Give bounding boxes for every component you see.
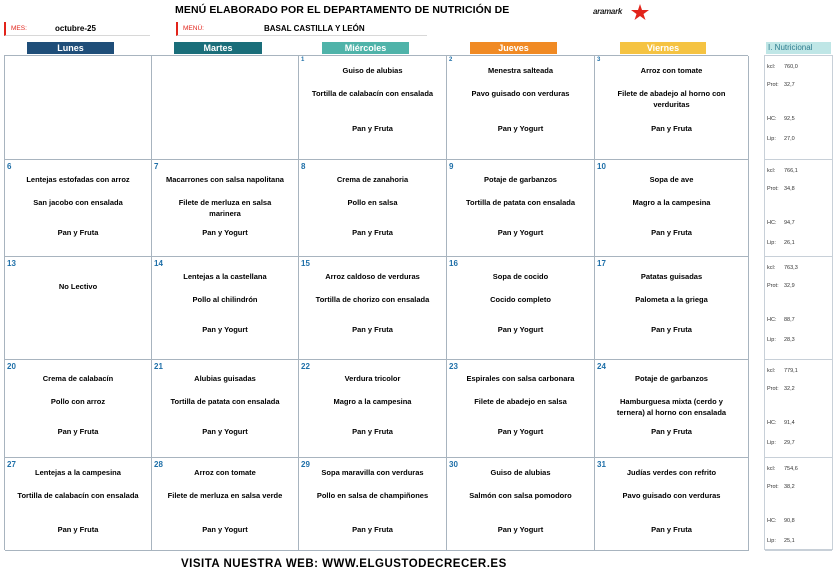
nutrition-row [767, 116, 795, 122]
dish-text: Filete de abadejo al horno con verduritas [617, 89, 726, 109]
nutrition-panel [764, 55, 833, 550]
day-number: 22 [301, 362, 310, 371]
day-number: 27 [7, 460, 16, 469]
nutrition-row [767, 240, 795, 246]
dish-text: Filete de merluza en salsa verde [167, 491, 283, 500]
dish-text: Pan y Fruta [651, 525, 692, 534]
day-number: 30 [449, 460, 458, 469]
day-number: 16 [449, 259, 458, 268]
day-header-4: Jueves [470, 42, 557, 54]
day-number: 6 [7, 162, 12, 171]
nutrition-value: 88,7 [784, 317, 795, 323]
day-number: 21 [154, 362, 163, 371]
dish-text: Pan y Fruta [651, 427, 692, 436]
nutrition-label: HC: [767, 518, 777, 524]
nutrition-value: 754,6 [784, 466, 798, 472]
dish-text: Arroz caldoso de verduras [325, 272, 420, 281]
nutrition-row [767, 538, 795, 544]
aramark-logo [593, 4, 653, 20]
nutrition-row [767, 484, 795, 490]
nutrition-label: Lip: [767, 440, 776, 446]
nutrition-value: 779,1 [784, 368, 798, 374]
nutrition-value: 32,9 [784, 283, 795, 289]
day-cell [152, 360, 299, 458]
dish-text: Pan y Fruta [352, 525, 393, 534]
day-cell [5, 458, 152, 551]
dish-text: Filete de abadejo en salsa [474, 397, 567, 406]
nutrition-week [765, 160, 832, 257]
day-cell [299, 360, 447, 458]
nutrition-row [767, 466, 798, 472]
dish-text: Crema de calabacín [42, 374, 114, 383]
day-cell [299, 458, 447, 551]
nutrition-value: 760,0 [784, 64, 798, 70]
dish-text: Pan y Yogurt [497, 427, 544, 436]
nutrition-value: 28,3 [784, 337, 795, 343]
nutrition-value: 32,2 [784, 386, 795, 392]
page-title: MENÚ ELABORADO POR EL DEPARTAMENTO DE NUTRICIÓN DE [175, 4, 510, 16]
dish-text: Pavo guisado con verduras [622, 491, 721, 500]
day-number: 10 [597, 162, 606, 171]
nutrition-label: HC: [767, 317, 777, 323]
day-cell [447, 56, 595, 160]
day-header-5: Viernes [620, 42, 706, 54]
dish-text: Pollo en salsa [347, 198, 398, 207]
dish-text: Lentejas a la castellana [183, 272, 267, 281]
dish-text: Tortilla de calabacín con ensalada [311, 89, 434, 98]
dish-text: Sopa de cocido [492, 272, 549, 281]
nutrition-row [767, 64, 798, 70]
month-value: octubre-25 [55, 24, 96, 33]
nutrition-label: Prot: [767, 82, 779, 88]
day-header-2: Martes [174, 42, 262, 54]
nutrition-value: 92,5 [784, 116, 795, 122]
nutrition-row [767, 337, 795, 343]
nutrition-label: kcl: [767, 168, 776, 174]
day-number: 8 [301, 162, 306, 171]
nutrition-week [765, 458, 832, 551]
dish-text: Guiso de alubias [342, 66, 403, 75]
dish-text: Alubias guisadas [194, 374, 256, 383]
nutrition-week [765, 56, 832, 160]
dish-text: Sopa de ave [649, 175, 694, 184]
day-cell [152, 56, 299, 160]
dish-text: Pan y Fruta [352, 427, 393, 436]
dish-text: Cocido completo [490, 295, 551, 304]
nutrition-row [767, 186, 795, 192]
nutrition-value: 94,7 [784, 220, 795, 226]
dish-text: Pan y Fruta [352, 228, 393, 237]
menu-value: BASAL CASTILLA Y LEÓN [264, 24, 365, 33]
nutrition-week [765, 257, 832, 360]
nutrition-row [767, 368, 798, 374]
dish-text: Magro a la campesina [632, 198, 711, 207]
day-cell [5, 360, 152, 458]
nutrition-row [767, 386, 795, 392]
nutrition-header: I. Nutricional [766, 42, 831, 54]
dish-text: Pan y Yogurt [202, 525, 248, 534]
nutrition-label: kcl: [767, 368, 776, 374]
day-number: 2 [449, 57, 453, 63]
nutrition-value: 90,8 [784, 518, 795, 524]
nutrition-week [765, 360, 832, 458]
dish-text: Hamburguesa mixta (cerdo y ternera) al horno con ensalada [616, 397, 727, 417]
day-number: 1 [301, 57, 305, 63]
day-number: 24 [597, 362, 606, 371]
nutrition-label: kcl: [767, 466, 776, 472]
dish-text: Tortilla de calabacín con ensalada [17, 491, 139, 500]
day-cell [5, 257, 152, 360]
dish-text: Pan y Fruta [57, 228, 99, 237]
nutrition-row [767, 283, 795, 289]
day-number: 15 [301, 259, 310, 268]
day-cell [299, 56, 447, 160]
day-number: 9 [449, 162, 454, 171]
nutrition-label: Lip: [767, 136, 776, 142]
dish-text: Pan y Fruta [651, 124, 692, 133]
dish-text: Tortilla de patata con ensalada [170, 397, 280, 406]
nutrition-label: kcl: [767, 265, 776, 271]
day-cell [152, 257, 299, 360]
dish-text: Menestra salteada [487, 66, 554, 75]
dish-text: Crema de zanahoria [336, 175, 409, 184]
dish-text: Espirales con salsa carbonara [466, 374, 575, 383]
nutrition-label: Lip: [767, 240, 776, 246]
nutrition-label: Lip: [767, 337, 776, 343]
nutrition-label: Lip: [767, 538, 776, 544]
menu-calendar-grid [4, 55, 748, 550]
dish-text: Arroz con tomate [194, 468, 256, 477]
dish-text: Salmón con salsa pomodoro [469, 491, 572, 500]
nutrition-label: HC: [767, 116, 777, 122]
nutrition-value: 26,1 [784, 240, 795, 246]
dish-text: Pan y Yogurt [202, 228, 248, 237]
dish-text: Pan y Yogurt [497, 525, 544, 534]
dish-text: Pan y Fruta [352, 325, 393, 334]
nutrition-value: 27,0 [784, 136, 795, 142]
nutrition-label: kcl: [767, 64, 776, 70]
dish-text: Patatas guisadas [640, 272, 703, 281]
dish-text: Sopa maravilla con verduras [321, 468, 424, 477]
dish-text: Pan y Yogurt [497, 325, 544, 334]
nutrition-row [767, 518, 795, 524]
nutrition-row [767, 82, 795, 88]
dish-text: Judías verdes con refrito [626, 468, 717, 477]
day-header-1: Lunes [27, 42, 114, 54]
menu-label: MENÚ: [183, 25, 204, 32]
nutrition-row [767, 220, 795, 226]
day-number: 28 [154, 460, 163, 469]
day-number: 7 [154, 162, 159, 171]
day-cell [595, 458, 749, 551]
star-icon [631, 4, 649, 20]
day-cell [595, 56, 749, 160]
nutrition-label: Prot: [767, 484, 779, 490]
nutrition-value: 38,2 [784, 484, 795, 490]
nutrition-value: 32,7 [784, 82, 795, 88]
day-number: 23 [449, 362, 458, 371]
dish-text: Pan y Fruta [57, 525, 99, 534]
day-number: 20 [7, 362, 16, 371]
dish-text: Pan y Fruta [651, 228, 692, 237]
day-cell [152, 160, 299, 257]
day-number: 14 [154, 259, 163, 268]
nutrition-value: 34,8 [784, 186, 795, 192]
day-cell [299, 160, 447, 257]
day-cell [595, 360, 749, 458]
day-number: 3 [597, 57, 601, 63]
dish-text: Pan y Yogurt [202, 427, 248, 436]
dish-text: Magro a la campesina [333, 397, 412, 406]
dish-text: Filete de merluza en salsa marinera [178, 198, 272, 218]
dish-text: Pollo en salsa de champiñones [316, 491, 429, 500]
dish-text: Tortilla de patata con ensalada [465, 198, 576, 207]
nutrition-label: HC: [767, 220, 777, 226]
nutrition-row [767, 440, 795, 446]
nutrition-row [767, 265, 798, 271]
nutrition-row [767, 168, 798, 174]
dish-text: Pollo con arroz [50, 397, 106, 406]
dish-text: Macarrones con salsa napolitana [166, 175, 284, 184]
day-cell [152, 458, 299, 551]
dish-text: Arroz con tomate [640, 66, 703, 75]
dish-text: Pan y Yogurt [202, 325, 248, 334]
day-cell [595, 160, 749, 257]
day-number: 17 [597, 259, 606, 268]
dish-text: Potaje de garbanzos [484, 175, 557, 184]
day-cell [5, 56, 152, 160]
footer-website: VISITA NUESTRA WEB: WWW.ELGUSTODECRECER.ES [181, 558, 507, 570]
day-cell [299, 257, 447, 360]
dish-text: Verdura tricolor [344, 374, 401, 383]
dish-text: Pan y Fruta [651, 325, 692, 334]
menu-field [176, 22, 427, 36]
day-number: 29 [301, 460, 310, 469]
dish-text: Pollo al chilindrón [192, 295, 258, 304]
nutrition-value: 25,1 [784, 538, 795, 544]
day-cell [595, 257, 749, 360]
day-cell [447, 160, 595, 257]
dish-text: Pan y Yogurt [497, 124, 544, 133]
month-label: MES: [11, 25, 27, 32]
nutrition-value: 766,1 [784, 168, 798, 174]
nutrition-row [767, 317, 795, 323]
nutrition-value: 91,4 [784, 420, 795, 426]
nutrition-row [767, 420, 795, 426]
day-header-3: Miércoles [322, 42, 409, 54]
dish-text: Guiso de alubias [490, 468, 551, 477]
nutrition-row [767, 136, 795, 142]
day-number: 31 [597, 460, 606, 469]
dish-text: No Lectivo [58, 282, 98, 291]
day-cell [5, 160, 152, 257]
day-cell [447, 458, 595, 551]
nutrition-value: 29,7 [784, 440, 795, 446]
day-cell [447, 257, 595, 360]
nutrition-value: 763,3 [784, 265, 798, 271]
dish-text: Pan y Fruta [57, 427, 99, 436]
dish-text: Lentejas a la campesina [35, 468, 121, 477]
dish-text: San jacobo con ensalada [33, 198, 123, 207]
month-field [4, 22, 150, 36]
dish-text: Palometa a la griega [635, 295, 708, 304]
day-number: 13 [7, 259, 16, 268]
nutrition-label: HC: [767, 420, 777, 426]
nutrition-label: Prot: [767, 386, 779, 392]
day-cell [447, 360, 595, 458]
dish-text: Tortilla de chorizo con ensalada [315, 295, 430, 304]
nutrition-label: Prot: [767, 186, 779, 192]
logo-text: aramark [593, 7, 623, 16]
nutrition-label: Prot: [767, 283, 779, 289]
dish-text: Pavo guisado con verduras [471, 89, 570, 98]
dish-text: Pan y Fruta [352, 124, 393, 133]
dish-text: Potaje de garbanzos [635, 374, 708, 383]
dish-text: Pan y Yogurt [497, 228, 544, 237]
dish-text: Lentejas estofadas con arroz [26, 175, 130, 184]
